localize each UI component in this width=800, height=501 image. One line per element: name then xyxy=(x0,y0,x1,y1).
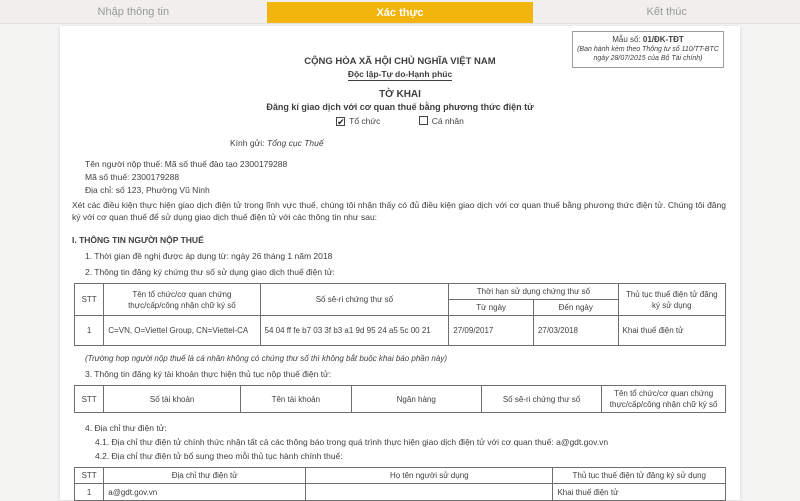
bank-account-table xyxy=(74,385,726,413)
col-serial2: Số sê-ri chứng thư số xyxy=(481,386,601,413)
organization-option[interactable] xyxy=(336,116,380,126)
col-account-no: Số tài khoản xyxy=(104,386,241,413)
organization-label: Tổ chức xyxy=(349,116,381,126)
col-cert-serial: Số sê-ri chứng thư số xyxy=(260,284,449,316)
document-subtitle: Đăng kí giao dịch với cơ quan thuế bằng phương thức điện tử xyxy=(266,102,534,112)
certificate-table xyxy=(74,283,726,346)
national-motto: Độc lập-Tự do-Hạnh phúc xyxy=(347,69,453,79)
col-stt: STT xyxy=(75,284,104,316)
col-stt2: STT xyxy=(75,386,104,413)
email-address: a@gdt.gov.vn xyxy=(104,484,306,501)
cert-serial: 54 04 ff fe b7 03 3f b3 a1 9d 95 24 a5 5c 00 21 xyxy=(260,316,449,346)
individual-label: Cá nhân xyxy=(431,116,464,126)
col-cert-procedure: Thủ tục thuế điện tử đăng ký sử dụng xyxy=(618,284,725,316)
item-4-1: 4.1. Địa chỉ thư điện tử chính thức nhận tất cả các thông báo trong quá trình thực hiện giao dịch điện tử với cơ quan thuế: a@gdt.gov.vn xyxy=(95,437,609,447)
col-cert-org2: Tên tổ chức/cơ quan chứng thực/cấp/công nhận chữ ký số xyxy=(602,386,726,413)
item-2: 2. Thông tin đăng ký chứng thư số sử dụng giao dịch thuế điện tử: xyxy=(85,267,335,277)
form-number-line: Mẫu số: 01/ĐK-TĐT xyxy=(612,35,684,44)
greeting-line: Kính gửi: Tổng cục Thuế xyxy=(230,138,324,148)
national-title: CỘNG HÒA XÃ HỘI CHỦ NGHĨA VIỆT NAM xyxy=(304,56,496,67)
step-bar xyxy=(0,0,800,24)
individual-option[interactable] xyxy=(419,116,464,126)
declaration-form-sheet xyxy=(60,26,740,500)
taxpayer-name-line: Tên người nộp thuế: Mã số thuế đào tạo 2300179288 xyxy=(85,159,288,169)
col-account-name: Tên tài khoản xyxy=(240,386,351,413)
section1-title: I. THÔNG TIN NGƯỜI NỘP THUẾ xyxy=(72,235,204,245)
item-4-2: 4.2. Địa chỉ thư điện tử bổ sung theo mỗi thủ tục hành chính thuế: xyxy=(95,451,343,461)
certificate-row xyxy=(75,316,726,346)
email-stt: 1 xyxy=(75,484,104,501)
tax-code-line: Mã số thuế: 2300179288 xyxy=(85,172,180,182)
cert-valid-from: 27/09/2017 xyxy=(449,316,534,346)
col-user-name: Họ tên người sử dụng xyxy=(306,468,553,484)
col-cert-org: Tên tổ chức/cơ quan chứng thực/cấp/công nhận chữ ký số xyxy=(104,284,260,316)
address-line: Địa chỉ: số 123, Phường Vũ Ninh xyxy=(85,185,210,195)
item-1: 1. Thời gian đề nghị được áp dụng từ: ngày 26 tháng 1 năm 2018 xyxy=(85,251,333,261)
email-user xyxy=(306,484,553,501)
email-row xyxy=(75,484,726,501)
individual-note: (Trường hợp người nộp thuế là cá nhân không có chứng thư số thì không bắt buộc khai báo phần này) xyxy=(85,354,447,363)
declaration-paragraph: Xét các điều kiện thực hiện giao dịch điện tử trong lĩnh vực thuế, chúng tôi nhận thấy có đủ điều kiện giao dịch với cơ quan thuế bằng phương thức điện tử. Chúng tôi đăng ký với cơ quan thuế để sử dụng giao dịch thuế điện tử với các thông tin như sau: xyxy=(72,200,726,222)
email-table xyxy=(74,467,726,501)
checkbox-checked-icon[interactable]: ✔ xyxy=(337,117,345,127)
cert-valid-to: 27/03/2018 xyxy=(533,316,618,346)
entity-type-row xyxy=(60,116,740,126)
col-procedure3: Thủ tục thuế điện tử đăng ký sử dụng xyxy=(553,468,726,484)
item-3: 3. Thông tin đăng ký tài khoản thực hiện thủ tục nộp thuế điện tử: xyxy=(85,369,332,379)
step-tab-finish[interactable]: Kết thúc xyxy=(646,5,687,18)
step-tab-verify[interactable]: Xác thực xyxy=(267,2,534,23)
document-title: TỜ KHAI xyxy=(379,89,421,100)
item-4: 4. Địa chỉ thư điện tử: xyxy=(85,423,167,433)
checkbox-empty-icon[interactable] xyxy=(419,116,428,125)
taxpayer-info xyxy=(85,158,740,197)
cert-stt: 1 xyxy=(75,316,104,346)
cert-procedure: Khai thuế điện tử xyxy=(618,316,725,346)
col-cert-validity: Thời hạn sử dụng chứng thư số xyxy=(449,284,618,300)
col-email: Địa chỉ thư điện tử xyxy=(104,468,306,484)
greeting-destination: Tổng cục Thuế xyxy=(266,138,324,148)
col-valid-to: Đến ngày xyxy=(533,300,618,316)
col-valid-from: Từ ngày xyxy=(449,300,534,316)
step-tab-input[interactable]: Nhập thông tin xyxy=(97,5,170,18)
cert-org: C=VN, O=Viettel Group, CN=Viettel-CA xyxy=(104,316,260,346)
col-stt3: STT xyxy=(75,468,104,484)
form-number: 01/ĐK-TĐT xyxy=(642,35,684,44)
col-bank: Ngân hàng xyxy=(351,386,481,413)
email-procedure: Khai thuế điện tử xyxy=(553,484,726,501)
form-issuance-note: (Ban hành kèm theo Thông tư số 110/TT-BTC ngày 28/07/2015 của Bộ Tài chính) xyxy=(577,46,719,62)
form-number-box xyxy=(572,31,724,68)
